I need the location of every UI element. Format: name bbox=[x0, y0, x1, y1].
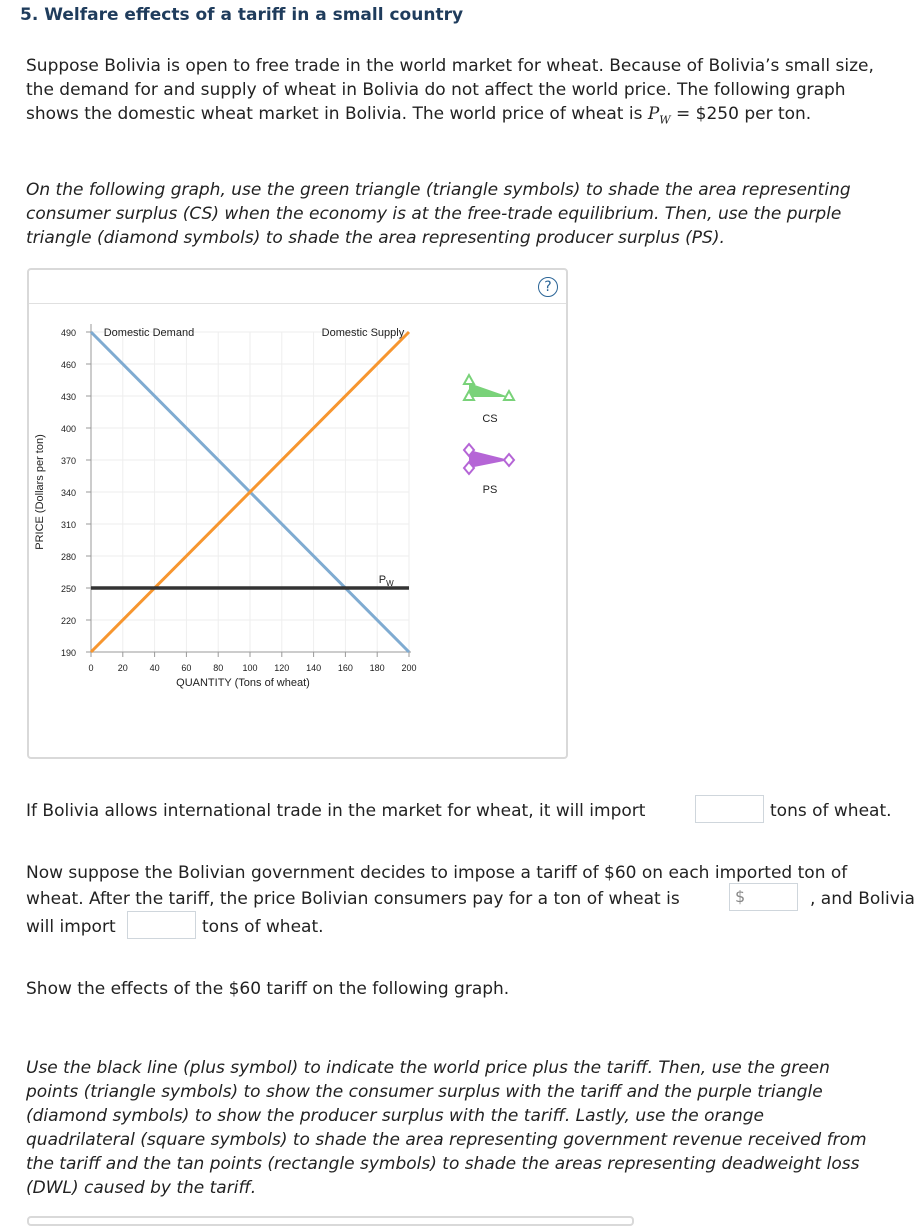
intro-line-2: the demand for and supply of wheat in Bolivia do not affect the world price. The following graph bbox=[26, 80, 846, 100]
world-price-subscript: W bbox=[386, 579, 394, 588]
x-tick-label: 80 bbox=[213, 663, 224, 673]
instructions1-line-3: triangle (diamond symbols) to shade the area representing producer surplus (PS). bbox=[26, 228, 725, 248]
tariff-question-line-2a: wheat. After the tariff, the price Bolivian consumers pay for a ton of wheat is bbox=[26, 889, 680, 909]
y-tick-label: 400 bbox=[60, 424, 76, 434]
tariff-question-line-3a: will import bbox=[26, 917, 116, 937]
import-question-text: If Bolivia allows international trade in the market for wheat, it will import bbox=[26, 801, 646, 821]
ps-triangle-tool[interactable] bbox=[464, 444, 514, 496]
cs-triangle-tool[interactable] bbox=[464, 375, 514, 425]
instructions2-line-3: (diamond symbols) to show the producer surplus with the tariff. Lastly, use the orange bbox=[26, 1106, 764, 1126]
y-tick-label: 340 bbox=[60, 488, 76, 498]
tariff-imports-input[interactable] bbox=[127, 911, 196, 939]
show-effects-text: Show the effects of the $60 tariff on the following graph. bbox=[26, 979, 510, 999]
instructions2-line-4: quadrilateral (square symbols) to shade the area representing government revenue received from bbox=[26, 1130, 867, 1150]
tariff-question-line-3b: tons of wheat. bbox=[202, 917, 324, 937]
x-tick-label: 20 bbox=[117, 663, 128, 673]
question-heading: 5. Welfare effects of a tariff in a small country bbox=[20, 5, 464, 25]
instructions2-line-2: points (triangle symbols) to show the consumer surplus with the tariff and the purple triangle bbox=[26, 1082, 823, 1102]
y-tick-label: 220 bbox=[60, 616, 76, 626]
intro-line-1: Suppose Bolivia is open to free trade in the world market for wheat. Because of Bolivia’s small size, bbox=[26, 56, 874, 76]
supply-demand-chart[interactable] bbox=[29, 305, 566, 757]
tariff-graph-instructions bbox=[26, 1056, 924, 1200]
x-axis-title: QUANTITY (Tons of wheat) bbox=[176, 677, 310, 689]
x-tick-label: 180 bbox=[369, 663, 385, 673]
intro-line-3a: shows the domestic wheat market in Bolivia. The world price of wheat is bbox=[26, 104, 648, 124]
x-tick-label: 140 bbox=[306, 663, 322, 673]
help-icon[interactable]: ? bbox=[538, 277, 558, 297]
world-price-label: $P_W$ bbox=[378, 574, 394, 588]
y-tick-label: 280 bbox=[60, 552, 76, 562]
graph-panel bbox=[27, 268, 568, 759]
supply-label: Domestic Supply bbox=[321, 327, 405, 339]
tariff-question-line-1: Now suppose the Bolivian government decides to impose a tariff of $60 on each imported ton of bbox=[26, 863, 848, 883]
second-graph-panel bbox=[27, 1216, 634, 1226]
graph-toolbar bbox=[29, 270, 566, 304]
y-tick-label: 370 bbox=[60, 456, 76, 466]
y-tick-label: 430 bbox=[60, 392, 76, 402]
y-tick-label: 310 bbox=[60, 520, 76, 530]
cs-tool-label: CS bbox=[482, 413, 498, 425]
x-tick-label: 60 bbox=[181, 663, 192, 673]
tariff-question-line-2b: , and Bolivia bbox=[810, 889, 915, 909]
demand-label: Domestic Demand bbox=[103, 327, 195, 339]
instructions2-line-5: the tariff and the tan points (rectangle symbols) to shade the areas representing deadweight loss bbox=[26, 1154, 860, 1174]
x-tick-label: 200 bbox=[401, 663, 417, 673]
instructions2-line-1: Use the black line (plus symbol) to indicate the world price plus the tariff. Then, use the green bbox=[26, 1058, 830, 1078]
intro-line-3 bbox=[26, 102, 924, 132]
drawing-palette[interactable] bbox=[464, 375, 514, 496]
x-tick-label: 160 bbox=[337, 663, 353, 673]
y-tick-label: 190 bbox=[60, 648, 76, 658]
intro-line-3b: = $250 per ton. bbox=[670, 104, 812, 124]
x-tick-label: 100 bbox=[242, 663, 258, 673]
x-tick-label: 0 bbox=[88, 663, 94, 673]
tariff-price-input[interactable] bbox=[729, 883, 798, 911]
x-tick-label: 40 bbox=[149, 663, 160, 673]
intro-paragraph bbox=[26, 54, 924, 132]
import-question-suffix: tons of wheat. bbox=[770, 801, 892, 821]
instructions1-line-2: consumer surplus (CS) when the economy is at the free-trade equilibrium. Then, use the purple bbox=[26, 204, 842, 224]
y-tick-label: 490 bbox=[60, 328, 76, 338]
instructions2-line-6: (DWL) caused by the tariff. bbox=[26, 1178, 257, 1198]
ps-tool-label: PS bbox=[482, 484, 498, 496]
x-tick-label: 120 bbox=[274, 663, 290, 673]
world-price-symbol: $P_W$ bbox=[647, 104, 671, 127]
y-tick-label: 460 bbox=[60, 360, 76, 370]
dollar-sign: $ bbox=[735, 887, 746, 906]
y-axis-title: PRICE (Dollars per ton) bbox=[34, 434, 46, 550]
cs-ps-instructions bbox=[26, 178, 924, 250]
instructions1-line-1: On the following graph, use the green triangle (triangle symbols) to shade the area representing bbox=[26, 180, 851, 200]
free-trade-imports-input[interactable] bbox=[695, 795, 764, 823]
y-tick-label: 250 bbox=[60, 584, 76, 594]
